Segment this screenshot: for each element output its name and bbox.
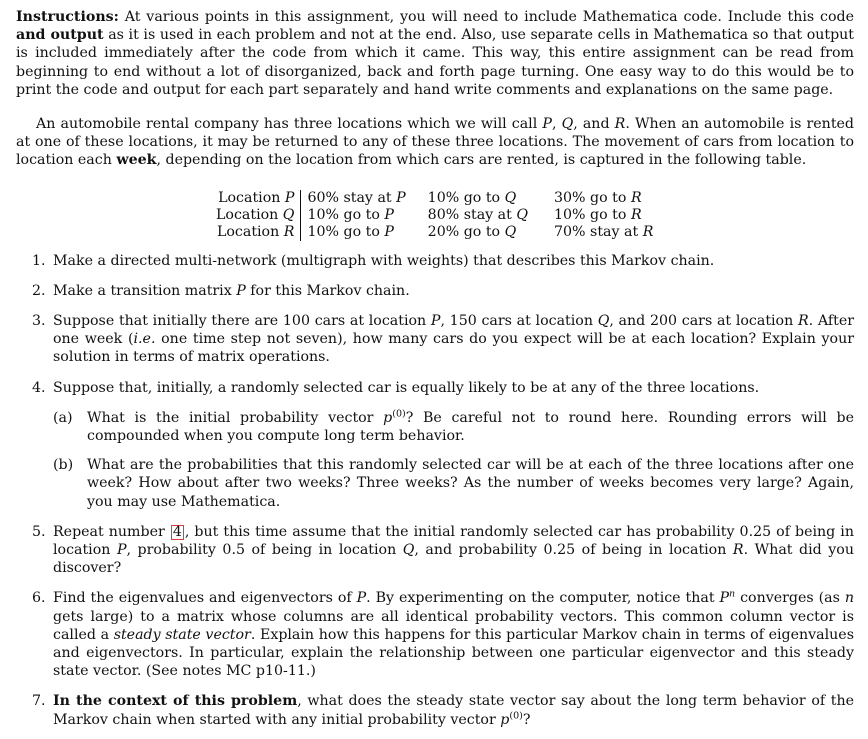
location-word: Location (216, 223, 284, 240)
superscript-0: (0) (509, 709, 523, 721)
question-list (16, 252, 854, 729)
location-cell (216, 207, 301, 224)
intro-paragraph (16, 115, 854, 170)
move-cell (548, 190, 661, 207)
question-text: , and probability 0.25 of being in location (414, 542, 733, 559)
question-2 (16, 282, 854, 300)
var-p-lower: p (500, 711, 510, 728)
move-cell-text: 30% go to (554, 189, 631, 206)
question-bold-text: In the context of this problem (53, 693, 298, 710)
question-text: . After one week ( (53, 313, 855, 348)
question-text: Suppose that, initially, a randomly selected car is equally likely to be at any of the three locations. (53, 379, 760, 396)
move-cell-var: Q (504, 189, 517, 206)
move-cell-text: 10% go to (307, 223, 385, 240)
question-text: . What did you discover? (53, 542, 854, 577)
var-p: P (356, 590, 367, 607)
question-3 (16, 312, 854, 367)
question-number: 1. (32, 252, 46, 269)
movement-row (216, 224, 661, 241)
var-q: Q (561, 116, 574, 133)
instructions-text-a: At various points in this assignment, you will need to include Mathematica code. Include this code (118, 9, 854, 25)
question-text: Repeat number (53, 523, 170, 540)
question-7 (16, 692, 854, 728)
move-cell-var: R (630, 189, 642, 206)
var-r: R (732, 542, 744, 559)
move-cell-var: R (630, 206, 642, 223)
question-1 (16, 252, 854, 270)
var-p-lower: p (383, 409, 393, 426)
location-var: R (283, 223, 295, 240)
question-text: Make a transition matrix (53, 282, 237, 299)
part-number: (a) (53, 409, 73, 426)
move-cell-text: 80% stay at (427, 206, 517, 223)
superscript-0: (0) (392, 408, 406, 420)
var-q: Q (597, 313, 610, 330)
part-text: What are the probabilities that this randomly selected car will be at each of the three locations after one week? How about after two weeks? Three weeks? As the number of weeks becomes very large? Again, you may use Mathematica. (87, 457, 854, 510)
movement-row (216, 190, 661, 207)
question-number: 2. (32, 282, 46, 299)
var-p: P (236, 282, 246, 299)
question-reference-link[interactable]: 4 (172, 523, 182, 540)
question-text: , what does the steady state vector say about the long term behavior of the Markov chain when started with any initial probability vector (53, 693, 854, 728)
instructions-paragraph (16, 8, 854, 99)
question-5 (16, 523, 854, 578)
question-text: for this Markov chain. (245, 282, 410, 299)
question-4 (16, 379, 854, 511)
location-var: P (284, 189, 295, 206)
intro-text-a: An automobile rental company has three locations which we will call (36, 116, 543, 133)
var-n: n (844, 590, 854, 607)
move-cell (301, 224, 422, 241)
question-6 (16, 589, 854, 680)
part-text: ? Be careful not to round here. Rounding errors will be compounded when you compute long term behavior. (87, 409, 854, 445)
intro-text-c: . When an automobile is rented at one of these locations, it may be returned to any of these three locations. The movement of cars from location to location each (16, 116, 854, 169)
move-cell-var: P (384, 223, 394, 240)
question-4a (53, 409, 854, 445)
question-text: , but this time assume that the initial randomly selected car has probability 0.25 of being in location (53, 523, 854, 559)
location-cell (216, 190, 301, 207)
question-4-parts (53, 409, 854, 511)
intro-text-d: , depending on the location from which cars are rented, is captured in the following table. (156, 152, 807, 169)
move-cell-var: Q (516, 206, 528, 223)
move-cell (548, 224, 661, 241)
move-cell-text: 20% go to (427, 223, 505, 240)
location-word: Location (216, 206, 283, 223)
move-cell-text: 70% stay at (554, 223, 643, 240)
question-number: 6. (32, 590, 46, 607)
move-cell-text: 10% go to (427, 189, 505, 206)
instructions-and-output: and output (16, 27, 104, 44)
var-p: P (719, 590, 730, 607)
intro-sep: , (551, 116, 562, 133)
question-4b (53, 456, 854, 511)
question-text: Find the eigenvalues and eigenvectors of (53, 590, 357, 607)
question-text: , 150 cars at location (440, 313, 598, 330)
move-cell-var: P (384, 206, 394, 223)
var-p: P (430, 313, 441, 330)
move-cell (422, 190, 548, 207)
question-text: . Explain how this happens for this particular Markov chain in terms of eigenvalues and eigenvectors. In particular, explain the relationship between one particular eigenvector and this steady state vector. (See notes MC p10-11.) (53, 626, 854, 680)
move-cell (548, 207, 661, 224)
move-cell-var: Q (504, 223, 517, 240)
question-number: 4. (32, 379, 46, 396)
move-cell (301, 207, 422, 224)
superscript-n: n (729, 588, 736, 600)
ie-abbrev: i.e. (133, 331, 156, 348)
move-cell-text: 10% go to (307, 206, 385, 223)
part-number: (b) (53, 457, 74, 474)
intro-week: week (116, 152, 157, 169)
question-text: converges (as (735, 590, 845, 607)
intro-text-b: , and (573, 116, 615, 133)
question-text: , and 200 cars at location (609, 313, 798, 330)
instructions-label: Instructions: (16, 9, 119, 25)
var-p: P (116, 542, 127, 559)
var-q: Q (402, 542, 415, 559)
location-word: Location (218, 189, 285, 206)
question-text: ? (522, 711, 531, 728)
move-cell (422, 207, 548, 224)
move-cell-var: R (642, 223, 654, 240)
question-text: one time step not seven), how many cars do you expect will be at each location? Explain your solution in terms of matrix operations. (53, 331, 854, 366)
question-text: , probability 0.5 of being in location (126, 542, 403, 559)
move-cell (422, 224, 548, 241)
question-number: 3. (32, 313, 46, 330)
steady-state-term: steady state vector (113, 626, 251, 643)
movement-row (216, 207, 661, 224)
location-cell (216, 224, 301, 241)
part-text: What is the initial probability vector (87, 409, 384, 426)
move-cell-var: P (396, 189, 406, 206)
location-var: Q (282, 206, 295, 223)
question-text: Suppose that initially there are 100 cars at location (53, 313, 431, 330)
instructions-text-b: as it is used in each problem and not at the end. Also, use separate cells in Mathematica so that output is included immediately after the code from which it came. This way, this entire assignment can be read from beginning to end without a lot of disorganized, back and forth page turning. One easy way to do this would be to print the code and output for each part separately and hand write comments and explanations on the same page. (16, 27, 854, 98)
move-cell-text: 60% stay at (307, 189, 397, 206)
question-text: gets large) to a matrix whose columns are all identical probability vectors. This common column vector is called a (53, 608, 854, 643)
question-number: 5. (32, 523, 46, 540)
movement-table (216, 190, 661, 241)
var-p: P (542, 116, 552, 133)
var-r: R (614, 116, 626, 133)
question-number: 7. (32, 693, 46, 710)
move-cell-text: 10% go to (554, 206, 631, 223)
question-text: . By experimenting on the computer, notice that (366, 590, 720, 607)
move-cell (301, 190, 422, 207)
question-text: Make a directed multi-network (multigraph with weights) that describes this Markov chain. (53, 252, 715, 269)
var-r: R (797, 313, 809, 330)
